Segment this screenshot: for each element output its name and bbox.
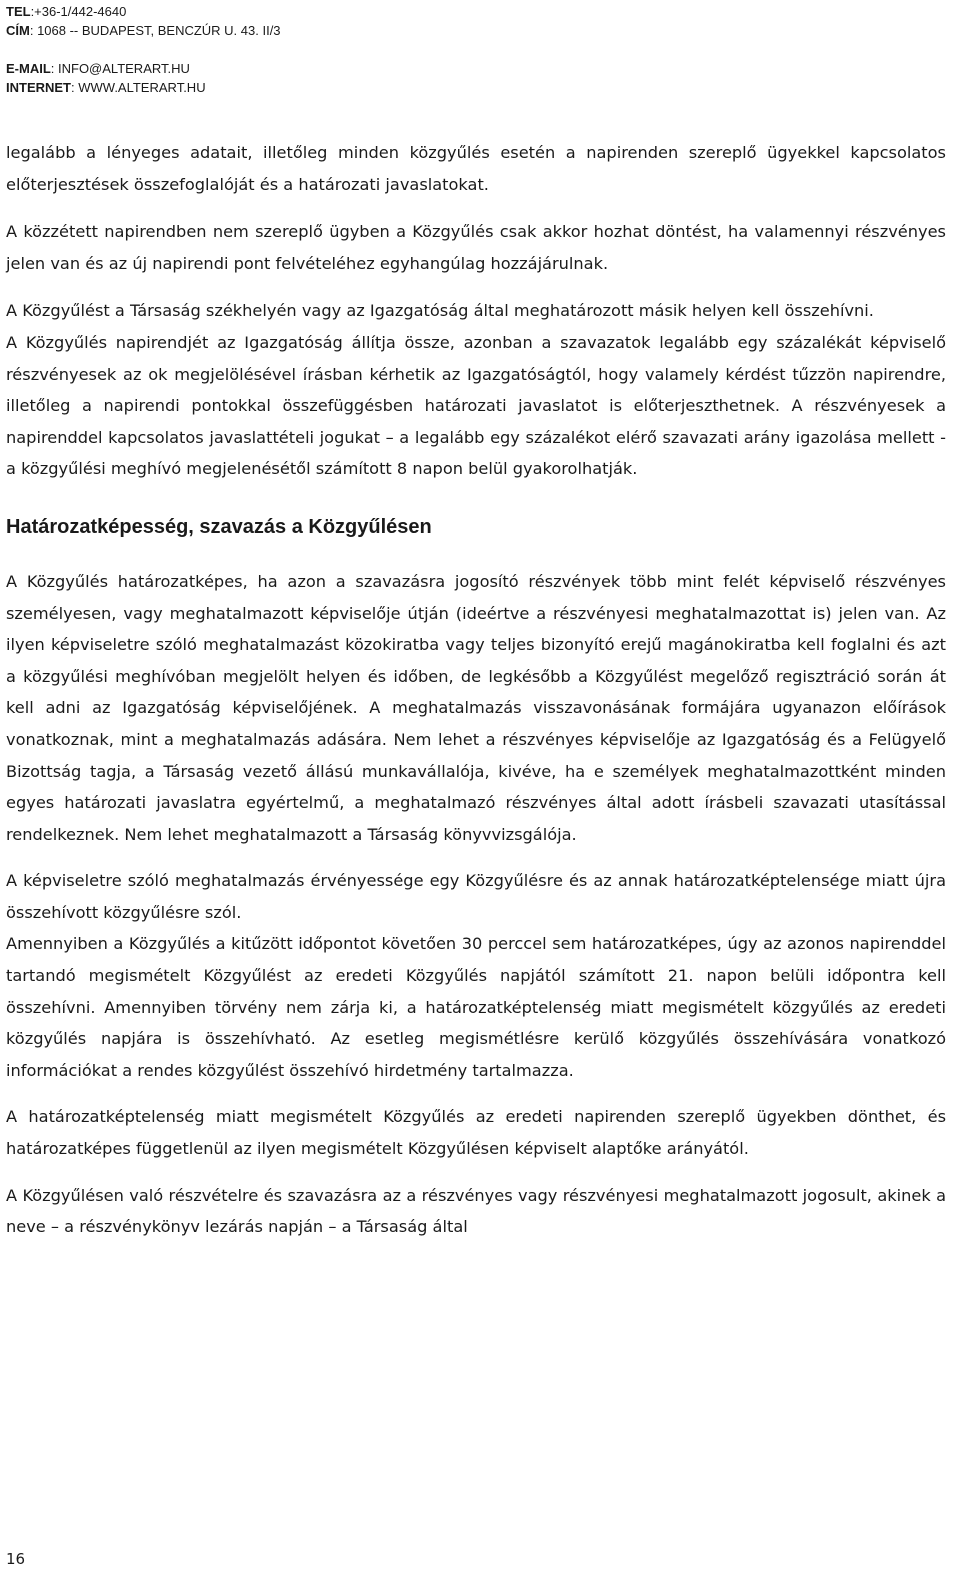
email-value: : INFO@ALTERART.HU <box>50 61 190 76</box>
page-number: 16 <box>6 1550 26 1568</box>
phone-label: TEL <box>6 4 31 19</box>
website-value: : WWW.ALTERART.HU <box>71 80 206 95</box>
paragraph: legalább a lényeges adatait, illetőleg minden közgyűlés esetén a napirenden szereplő ügyekkel kapcsolatos előterjesztések összefoglalóját és a határozati javaslatokat. <box>6 143 946 194</box>
phone-value: :+36-1/442-4640 <box>30 4 127 19</box>
phone-line <box>6 2 506 21</box>
address-label: CÍM <box>6 23 30 38</box>
paragraph: A Közgyűlés napirendjét az Igazgatóság állítja össze, azonban a szavazatok legalább egy százalékát képviselő részvényesek az ok megjelölésével írásban kérhetik az Igazgatóságtól, hogy valamely kérdést tűzzön napirendre, illetőleg a napirendi pontokkal összefüggésben határozati javaslatot is előterjeszthetnek. A részvényesek a napirenddel kapcsolatos javaslattételi jogukat – a legalább egy százalékot elérő szavazati arány igazolása mellett - a közgyűlési meghívó megjelenésétől számított 8 napon belül gyakorolhatják. <box>6 332 946 479</box>
paragraph: A Közgyűlést a Társaság székhelyén vagy az Igazgatóság által meghatározott másik helyen kell összehívni. <box>6 301 874 321</box>
website-label: INTERNET <box>6 80 71 95</box>
paragraph: A Közgyűlés határozatképes, ha azon a szavazásra jogosító részvények több mint felét képviselő részvényes személyesen, vagy meghatalmazott képviselője útján (ideértve a részvényesi meghatalmazottat is) jelen van. Az ilyen képviseletre szóló meghatalmazást közokiratba vagy teljes bizonyító erejű magánokiratba kell foglalni és azt a közgyűlési meghívóban megjelölt helyen és időben, de legkésőbb a Közgyűlést megelőző regisztráció során át kell adni az Igazgatóság képviselőjének. A meghatalmazás visszavonásának formájára ugyanazon előírások vonatkoznak, mint a meghatalmazás adására. Nem lehet a részvényes képviselője az Igazgatóság és a Felügyelő Bizottság tagja, a Társaság vezető állású munkavállalója, kivéve, ha e személyek meghatalmazottként minden egyes határozati javaslatra egyértelmű, a meghatalmazó részvényes által adott írásbeli szavazati utasítással rendelkeznek. Nem lehet meghatalmazott a Társaság könyvvizsgálója. <box>6 571 946 844</box>
paragraph: A közzétett napirendben nem szereplő ügyben a Közgyűlés csak akkor hozhat döntést, ha valamennyi részvényes jelen van és az új napirendi pont felvételéhez egyhangúlag hozzájárulnak. <box>6 222 946 273</box>
email-label: E-MAIL <box>6 61 51 76</box>
paragraph: Amennyiben a Közgyűlés a kitűzött időpontot követően 30 perccel sem határozatképes, úgy az azonos napirenddel tartandó megismételt Közgyűlést az eredeti Közgyűlés napjától számított 21. napon belüli időpontra kell összehívni. Amennyiben törvény nem zárja ki, a határozatképtelenség miatt megismételt közgyűlés az eredeti közgyűlés napjára is összehívható. Az esetleg megismétlésre kerülő közgyűlés összehívására vonatkozó információkat a rendes közgyűlést összehívó hirdetmény tartalmazza. <box>6 934 946 1080</box>
contact-header <box>6 2 506 97</box>
email-line <box>6 59 506 78</box>
section-heading: Határozatképesség, szavazás a Közgyűlésen <box>6 515 432 538</box>
header-spacer <box>6 40 506 59</box>
website-line <box>6 78 506 97</box>
paragraph: A képviseletre szóló meghatalmazás érvényessége egy Közgyűlésre és az annak határozatképtelensége miatt újra összehívott közgyűlésre szól. <box>6 871 946 922</box>
address-value: : 1068 -- BUDAPEST, BENCZÚR U. 43. II/3 <box>29 23 281 38</box>
address-line <box>6 21 506 40</box>
paragraph: A Közgyűlésen való részvételre és szavazásra az a részvényes vagy részvényesi meghatalmazott jogosult, akinek a neve – a részvénykönyv lezárás napján – a Társaság által <box>6 1185 946 1237</box>
paragraph: A határozatképtelenség miatt megismételt Közgyűlés az eredeti napirenden szereplő ügyekben dönthet, és határozatképes függetlenül az ilyen megismételt Közgyűlésen képviselt alaptőke arányától. <box>6 1107 946 1159</box>
document-body <box>6 137 946 1243</box>
